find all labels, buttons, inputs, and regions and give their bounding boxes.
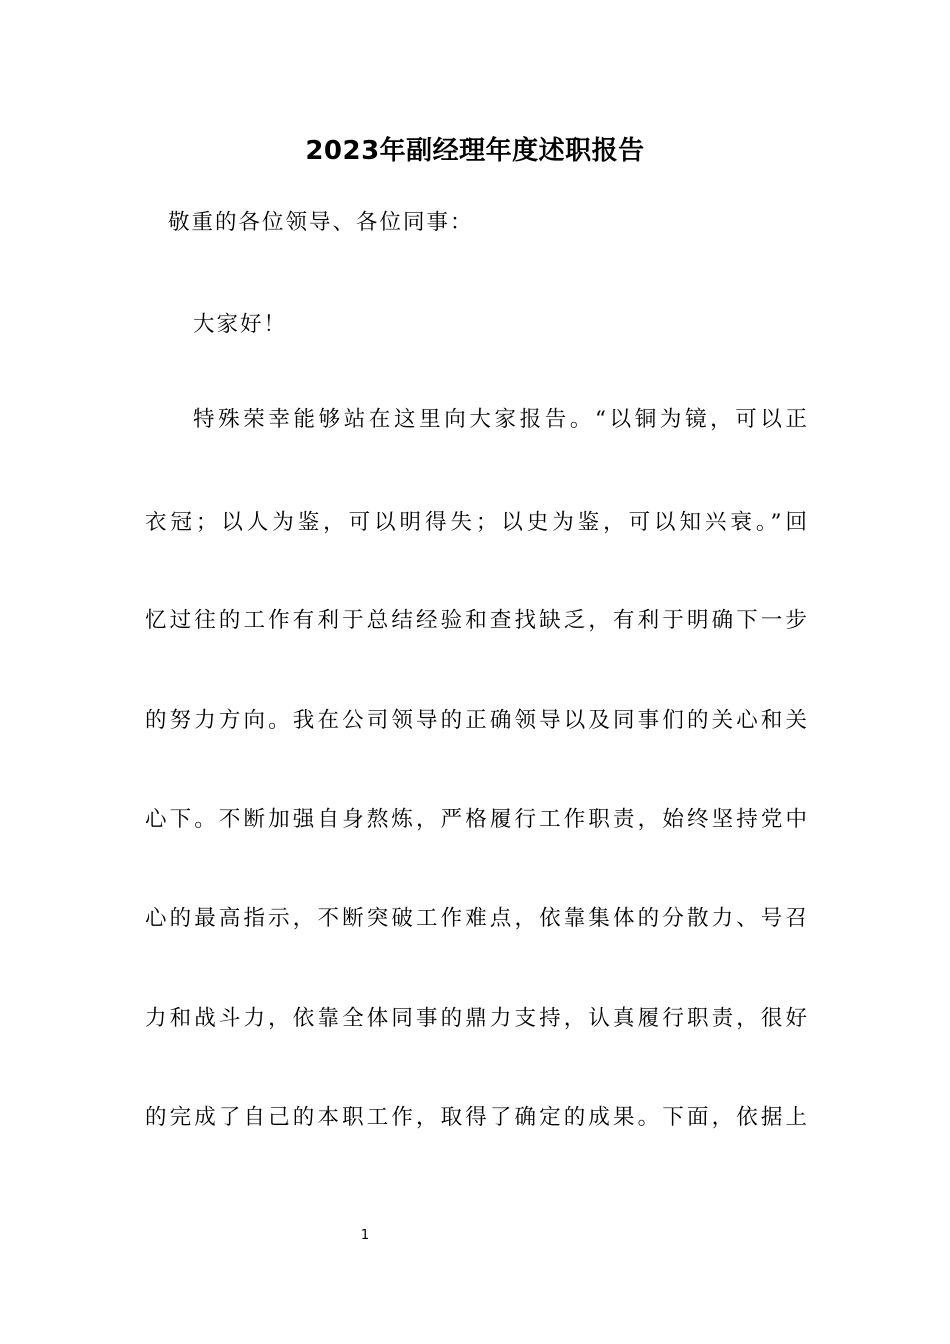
- page-number: 1: [360, 1228, 370, 1243]
- body-line: 力和战斗力，依靠全体同事的鼎力支持，认真履行职责，很好: [145, 1006, 807, 1031]
- body-line: 的努力方向。我在公司领导的正确领导以及同事们的关心和关: [145, 708, 807, 733]
- body-line: 特殊荣幸能够站在这里向大家报告。“以铜为镜，可以正: [193, 407, 807, 432]
- salutation: 敬重的各位领导、各位同事：: [168, 210, 474, 235]
- body-line: 忆过往的工作有利于总结经验和查找缺乏，有利于明确下一步: [145, 608, 807, 633]
- body-line: 的完成了自己的本职工作，取得了确定的成果。下面，依据上: [145, 1105, 807, 1130]
- document-title: 2023年副经理年度述职报告: [305, 136, 645, 166]
- body-line: 心的最高指示，不断突破工作难点，依靠集体的分散力、号召: [145, 906, 807, 931]
- greeting: 大家好！: [193, 312, 288, 337]
- body-line: 心下。不断加强自身熬炼，严格履行工作职责，始终坚持党中: [145, 807, 807, 832]
- body-line: 衣冠；以人为鉴，可以明得失；以史为鉴，可以知兴衰。”回: [145, 510, 807, 535]
